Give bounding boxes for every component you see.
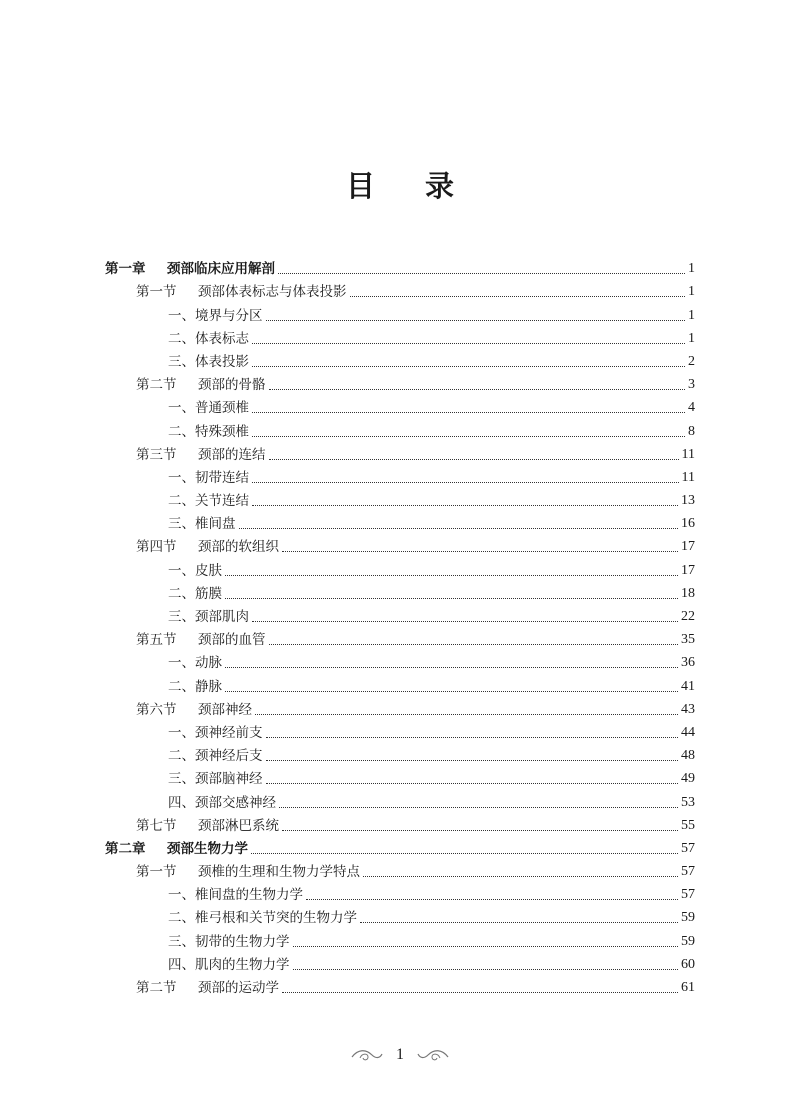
dot-leader — [252, 412, 685, 413]
toc-entry-label: 第一章 — [105, 261, 146, 278]
dot-leader — [252, 366, 685, 367]
dot-leader — [266, 783, 679, 784]
dot-leader — [225, 575, 678, 576]
toc-entry-label: 第四节 — [136, 539, 177, 556]
toc-entry-page: 35 — [681, 632, 695, 648]
dot-leader — [282, 830, 678, 831]
dot-leader — [252, 621, 678, 622]
toc-entry-page: 18 — [681, 585, 695, 601]
dot-leader — [282, 992, 678, 993]
toc-entry-lead — [168, 515, 236, 533]
toc-entry-page: 4 — [688, 400, 695, 416]
toc-entry-lead — [136, 817, 279, 835]
toc-entry-lead — [168, 909, 357, 927]
toc-subsection-entry — [105, 556, 695, 579]
toc-subsection-entry — [105, 464, 695, 487]
toc-subsection-entry — [105, 788, 695, 811]
dot-leader — [293, 969, 679, 970]
toc-entry-title: 三、颈部脑神经 — [168, 771, 263, 788]
toc-entry-lead — [168, 492, 249, 510]
toc-entry-title: 颈部的血管 — [198, 632, 266, 649]
toc-entry-page: 16 — [681, 516, 695, 532]
toc-entry-page: 1 — [688, 261, 695, 277]
toc-entry-title: 四、颈部交感神经 — [168, 794, 276, 811]
toc-entry-title: 颈部体表标志与体表投影 — [198, 284, 347, 301]
toc-subsection-entry — [105, 510, 695, 533]
toc-entry-lead — [168, 562, 222, 580]
title-char-2: 录 — [425, 169, 455, 203]
toc-entry-lead — [136, 376, 266, 394]
toc-subsection-entry — [105, 301, 695, 324]
toc-subsection-entry — [105, 649, 695, 672]
toc-entry-lead — [168, 585, 222, 603]
toc-entry-page: 3 — [688, 377, 695, 393]
toc-entry-page: 57 — [681, 864, 695, 880]
dot-leader — [266, 320, 686, 321]
dot-leader — [252, 505, 678, 506]
toc-entry-lead — [168, 794, 276, 812]
toc-entry-label: 第一节 — [136, 864, 177, 881]
toc-entry-lead — [105, 840, 248, 858]
toc-chapter-entry — [105, 835, 695, 858]
toc-entry-lead — [136, 631, 266, 649]
dot-leader — [350, 296, 686, 297]
toc-subsection-entry — [105, 742, 695, 765]
toc-entry-title: 一、韧带连结 — [168, 469, 249, 486]
toc-entry-page: 49 — [681, 771, 695, 787]
toc-entry-label: 第二章 — [105, 840, 146, 857]
toc-section-entry — [105, 974, 695, 997]
toc-entry-label: 第六节 — [136, 701, 177, 718]
toc-entry-title: 颈部临床应用解剖 — [167, 261, 275, 278]
toc-entry-title: 二、筋膜 — [168, 585, 222, 602]
toc-entry-title: 二、特殊颈椎 — [168, 423, 249, 440]
toc-entry-lead — [168, 307, 263, 325]
toc-entry-label: 第五节 — [136, 632, 177, 649]
toc-section-entry — [105, 371, 695, 394]
toc-subsection-entry — [105, 487, 695, 510]
toc-entry-page: 17 — [681, 539, 695, 555]
toc-entry-title: 颈部淋巴系统 — [198, 817, 279, 834]
toc-subsection-entry — [105, 417, 695, 440]
toc-entry-page: 55 — [681, 817, 695, 833]
toc-subsection-entry — [105, 603, 695, 626]
toc-entry-page: 13 — [681, 493, 695, 509]
toc-section-entry — [105, 626, 695, 649]
toc-subsection-entry — [105, 580, 695, 603]
toc-section-entry — [105, 812, 695, 835]
toc-entry-page: 57 — [681, 887, 695, 903]
toc-entry-page: 17 — [681, 562, 695, 578]
scroll-ornament-icon — [350, 1045, 384, 1065]
toc-entry-title: 一、动脉 — [168, 655, 222, 672]
toc-entry-title: 三、颈部肌肉 — [168, 609, 249, 625]
toc-entry-lead — [168, 608, 249, 626]
page-number: 1 — [396, 1046, 404, 1063]
toc-entry-title: 一、皮肤 — [168, 562, 222, 579]
toc-entry-title: 二、关节连结 — [168, 493, 249, 510]
toc-subsection-entry — [105, 719, 695, 742]
page-footer — [0, 1040, 800, 1070]
toc-entry-lead — [168, 724, 263, 742]
toc-entry-title: 颈部的软组织 — [198, 539, 279, 556]
toc-entry-title: 颈椎的生理和生物力学特点 — [198, 864, 360, 881]
toc-subsection-entry — [105, 348, 695, 371]
dot-leader — [239, 528, 679, 529]
toc-subsection-entry — [105, 765, 695, 788]
title-char-1: 目 — [345, 169, 375, 203]
toc-subsection-entry — [105, 672, 695, 695]
dot-leader — [225, 691, 678, 692]
toc-entry-lead — [136, 283, 347, 301]
toc-entry-page: 11 — [681, 469, 695, 485]
toc-entry-title: 二、颈神经后支 — [168, 748, 263, 765]
toc-subsection-entry — [105, 325, 695, 348]
toc-entry-page: 11 — [681, 446, 695, 462]
toc-entry-lead — [168, 353, 249, 371]
toc-entry-lead — [168, 399, 249, 417]
toc-entry-title: 颈部的骨骼 — [198, 377, 266, 394]
toc-entry-page: 1 — [688, 307, 695, 323]
toc-entry-page: 53 — [681, 794, 695, 810]
toc-subsection-entry — [105, 904, 695, 927]
toc-entry-label: 第二节 — [136, 377, 177, 394]
toc-entry-title: 颈部的运动学 — [198, 980, 279, 996]
toc-entry-page: 44 — [681, 724, 695, 740]
toc-subsection-entry — [105, 881, 695, 904]
toc-section-entry — [105, 858, 695, 881]
dot-leader — [225, 667, 678, 668]
toc-entry-title: 一、颈神经前支 — [168, 724, 263, 741]
table-of-contents — [105, 255, 695, 997]
dot-leader — [266, 760, 679, 761]
dot-leader — [269, 389, 686, 390]
toc-entry-page: 1 — [688, 284, 695, 300]
page-title — [0, 166, 800, 206]
toc-entry-label: 第三节 — [136, 446, 177, 463]
dot-leader — [293, 946, 679, 947]
toc-subsection-entry — [105, 394, 695, 417]
toc-entry-lead — [168, 678, 222, 696]
dot-leader — [252, 436, 685, 437]
toc-entry-title: 三、体表投影 — [168, 353, 249, 370]
toc-entry-title: 三、韧带的生物力学 — [168, 933, 290, 950]
dot-leader — [266, 737, 679, 738]
toc-entry-lead — [136, 701, 252, 719]
toc-entry-page: 59 — [681, 910, 695, 926]
dot-leader — [269, 644, 679, 645]
toc-subsection-entry — [105, 927, 695, 950]
toc-entry-title: 二、椎弓根和关节突的生物力学 — [168, 910, 357, 927]
toc-entry-page: 2 — [688, 353, 695, 369]
toc-entry-lead — [168, 654, 222, 672]
toc-section-entry — [105, 533, 695, 556]
toc-entry-lead — [168, 330, 249, 348]
toc-entry-title: 颈部神经 — [198, 701, 252, 718]
toc-entry-lead — [168, 933, 290, 951]
toc-entry-page: 22 — [681, 609, 695, 624]
toc-entry-page: 1 — [688, 330, 695, 346]
toc-entry-page: 60 — [681, 956, 695, 972]
toc-entry-page: 36 — [681, 655, 695, 671]
toc-entry-title: 颈部的连结 — [198, 446, 266, 463]
toc-entry-lead — [105, 260, 275, 278]
toc-entry-page: 61 — [681, 980, 695, 995]
dot-leader — [279, 807, 678, 808]
toc-entry-title: 三、椎间盘 — [168, 516, 236, 533]
toc-entry-title: 一、普通颈椎 — [168, 400, 249, 417]
dot-leader — [269, 459, 679, 460]
toc-entry-title: 二、体表标志 — [168, 330, 249, 347]
toc-entry-lead — [168, 956, 290, 974]
dot-leader — [282, 551, 678, 552]
toc-entry-label: 第一节 — [136, 284, 177, 301]
toc-entry-title: 四、肌肉的生物力学 — [168, 956, 290, 973]
toc-entry-lead — [136, 538, 279, 556]
toc-entry-lead — [168, 747, 263, 765]
toc-section-entry — [105, 278, 695, 301]
toc-chapter-entry — [105, 255, 695, 278]
dot-leader — [278, 273, 685, 274]
toc-entry-title: 一、境界与分区 — [168, 307, 263, 324]
toc-entry-lead — [168, 469, 249, 487]
toc-entry-lead — [168, 886, 303, 904]
dot-leader — [360, 922, 678, 923]
toc-subsection-entry — [105, 951, 695, 974]
dot-leader — [252, 343, 685, 344]
toc-entry-page: 57 — [681, 840, 695, 856]
toc-section-entry — [105, 696, 695, 719]
toc-entry-lead — [136, 863, 360, 881]
toc-entry-page: 43 — [681, 701, 695, 717]
dot-leader — [306, 899, 678, 900]
toc-entry-page: 59 — [681, 933, 695, 949]
toc-entry-title: 颈部生物力学 — [167, 840, 248, 857]
dot-leader — [251, 853, 678, 854]
toc-entry-page: 8 — [688, 423, 695, 439]
toc-entry-label: 第七节 — [136, 817, 177, 834]
toc-entry-page: 41 — [681, 678, 695, 694]
dot-leader — [363, 876, 678, 877]
dot-leader — [252, 482, 679, 483]
scroll-ornament-icon — [416, 1045, 450, 1065]
toc-entry-title: 一、椎间盘的生物力学 — [168, 887, 303, 904]
dot-leader — [225, 598, 678, 599]
toc-entry-lead — [136, 979, 279, 997]
toc-section-entry — [105, 441, 695, 464]
toc-entry-lead — [168, 423, 249, 441]
toc-entry-lead — [136, 446, 266, 464]
dot-leader — [255, 714, 678, 715]
toc-entry-label: 第二节 — [136, 980, 177, 996]
toc-entry-page: 48 — [681, 748, 695, 764]
toc-entry-title: 二、静脉 — [168, 678, 222, 695]
toc-entry-lead — [168, 770, 263, 788]
